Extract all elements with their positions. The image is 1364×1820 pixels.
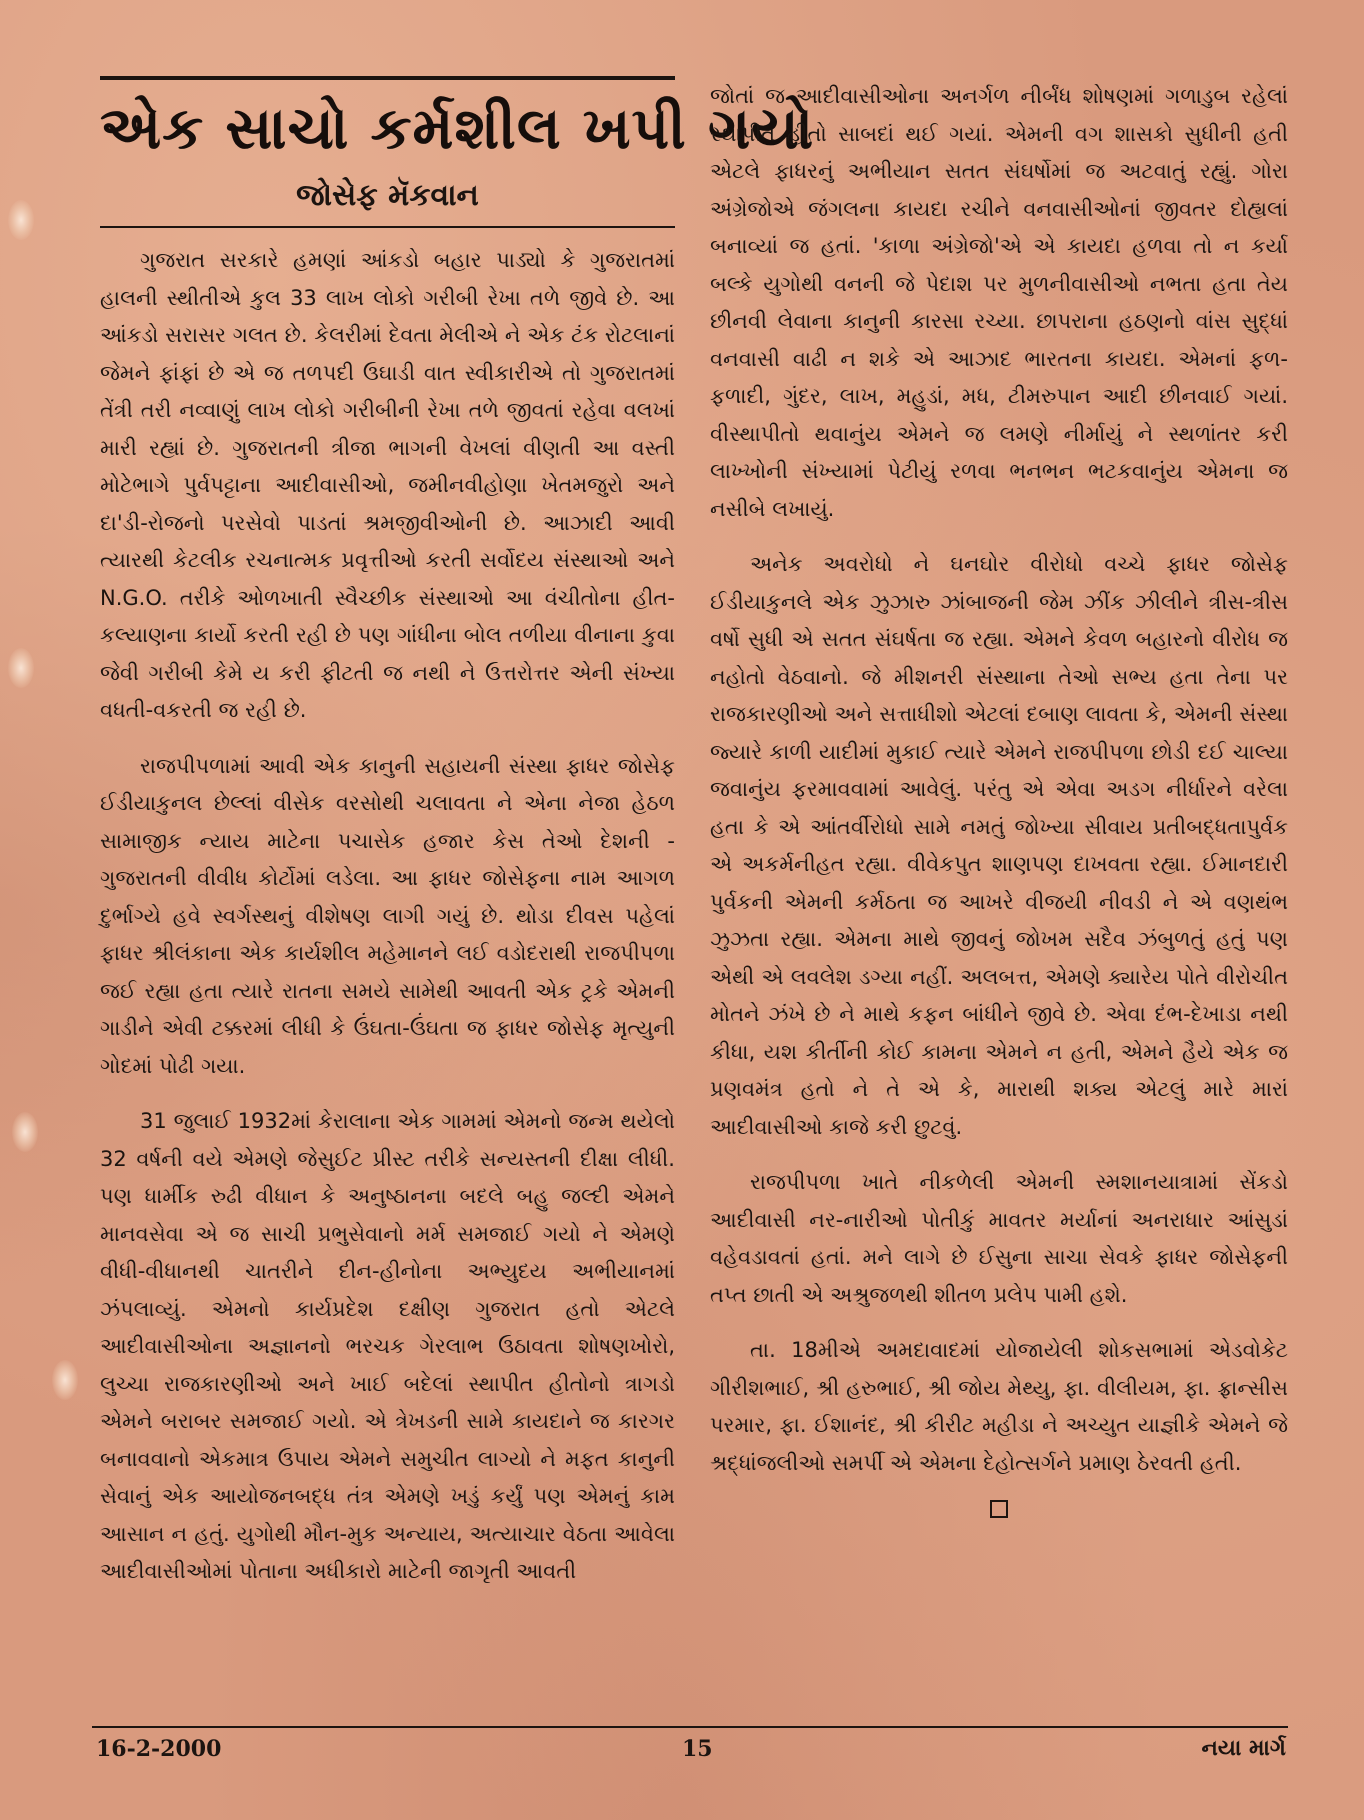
article-paragraph: ગુજરાત સરકારે હમણાં આંકડો બહાર પાડ્યો કે ગુજરાતમાં હાલની સ્થીતીએ કુલ 33 લાખ લોકો ગરીબી રેખા તળે જીવે છે. આ આંકડો સરાસર ગલત છે. કેલરીમાં દેવતા મેલીએ ને એક ટંક રોટલાનાં જેમને ફાંફાં છે એ જ તળપદી ઉઘાડી વાત સ્વીકારીએ તો ગુજરાતમાં તેંત્રી તરી નવ્વાણું લાખ લોકો ગરીબીની રેખા તળે જીવતાં રહેવા વલખાં મારી રહ્યાં છે. ગુજરાતની ત્રીજા ભાગની વેખલાં વીણતી આ વસ્તી મોટેભાગે પુર્વપટ્ટાના આદીવાસીઓ, જમીનવીહોણા ખેતમજુરો અને દા'ડી-રોજનો પરસેવો પાડતાં શ્રમજીવીઓની છે. આઝાદી આવી ત્યારથી કેટલીક રચનાત્મક પ્રવૃત્તીઓ કરતી સર્વોદય સંસ્થાઓ અને N.G.O. તરીકે ઓળખાતી સ્વૈચ્છીક સંસ્થાઓ આ વંચીતોના હીત-કલ્યાણના કાર્યો કરતી રહી છે પણ ગાંધીના બોલ તળીયા વીનાના કુવા જેવી ગરીબી કેમે ય કરી ફીટતી જ નથી ને ઉત્તરોત્તર એની સંખ્યા વધતી-વકરતી જ રહી છે. [100,248,675,722]
footer-date: 16-2-2000 [96,1736,222,1762]
magazine-name: નયા માર્ગ [1201,1736,1286,1761]
article-paragraph: તા. 18મીએ અમદાવાદમાં યોજાયેલી શોકસભામાં એડવોકેટ ગીરીશભાઈ, શ્રી હરુભાઈ, શ્રી જોય મેથ્યુ, ફા. વીલીયમ, ફા. ફ્રાન્સીસ પરમાર, ફા. ઈશાનંદ, શ્રી કીરીટ મહીડા ને અચ્યુત યાજ્ઞીકે એમને જે શ્રદ્ધાંજલીઓ સમર્પી એ એમના દેહોત્સર્ગને પ્રમાણ ઠેરવતી હતી. [710,1338,1288,1475]
title-top-rule [100,76,675,80]
footer-rule [92,1726,1288,1728]
article-paragraph: રાજપીપળામાં આવી એક કાનુની સહાયની સંસ્થા ફાધર જોસેફ ઈડીયાકુનલ છેલ્લાં વીસેક વરસોથી ચલાવતા ને એના નેજા હેઠળ સામાજીક ન્યાય માટેના પચાસેક હજાર કેસ તેઓ દેશની - ગુજરાતની વીવીધ કોર્ટોમાં લડેલા. આ ફાધર જોસેફના નામ આગળ દુર્ભાગ્યે હવે સ્વર્ગસ્થનું વીશેષણ લાગી ગયું છે. થોડા દીવસ પહેલાં ફાધર શ્રીલંકાના એક કાર્યશીલ મહેમાનને લઈ વડોદરાથી રાજપીપળા જઈ રહ્યા હતા ત્યારે રાતના સમયે સામેથી આવતી એક ટ્રકે એમની ગાડીને એવી ટક્કરમાં લીધી કે ઉંઘતા-ઉંઘતા જ ફાધર જોસેફ મૃત્યુની ગોદમાં પોઢી ગયા. [100,753,675,1078]
paper-hole [52,1360,78,1400]
end-of-article-mark [990,1500,1008,1518]
right-column [710,78,1288,1518]
article-title: એક સાચો કર્મશીલ ખપી ગયો [100,94,815,162]
article-author: જોસેફ મૅકવાન [296,178,479,213]
page-number: 15 [682,1736,713,1762]
article-paragraph: 31 જુલાઈ 1932માં કેરાલાના એક ગામમાં એમનો જન્મ થયેલો 32 વર્ષની વયે એમણે જેસુઈટ પ્રીસ્ટ તરીકે સન્યસ્તની દીક્ષા લીધી. પણ ધાર્મીક રુઢી વીધાન કે અનુષ્ઠાનના બદલે બહુ જલ્દી એમને માનવસેવા એ જ સાચી પ્રભુસેવાનો મર્મ સમજાઈ ગયો ને એમણે વીધી-વીધાનથી ચાતરીને દીન-હીનોના અભ્યુદય અભીયાનમાં ઝંપલાવ્યું. એમનો કાર્યપ્રદેશ દક્ષીણ ગુજરાત હતો એટલે આદીવાસીઓના અજ્ઞાનનો ભરચક ગેરલાભ ઉઠાવતા શોષણખોરો, લુચ્ચા રાજકારણીઓ અને ખાઈ બદેલાં સ્થાપીત હીતોનો ત્રાગડો એમને બરાબર સમજાઈ ગયો. એ ત્રેખડની સામે કાયદાને જ કારગર બનાવવાનો એકમાત્ર ઉપાય એમને સમુચીત લાગ્યો ને મફત કાનુની સેવાનું એક આયોજનબદ્ધ તંત્ર એમણે ખડું કર્યું પણ એમનું કામ આસાન ન હતું. યુગોથી મૌન-મુક અન્યાય, અત્યાચાર વેઠતા આવેલા આદીવાસીઓમાં પોતાના અધીકારો માટેની જાગૃતી આવતી [100,1109,675,1583]
article-paragraph: રાજપીપળા ખાતે નીકળેલી એમની સ્મશાનયાત્રામાં સેંકડો આદીવાસી નર-નારીઓ પોતીકું માવતર મર્યાનાં અનરાધાર આંસુડાં વહેવડાવતાં હતાં. મને લાગે છે ઈસુના સાચા સેવકે ફાધર જોસેફની તપ્ત છાતી એ અશ્રુજળથી શીતળ પ્રલેપ પામી હશે. [710,1170,1288,1307]
paper-hole [12,1112,38,1152]
paper-hole [8,200,34,240]
article-paragraph: જોતાં જ આદીવાસીઓના અનર્ગળ નીર્બંધ શોષણમાં ગળાડુબ રહેલાં સ્થાપીત હીતો સાબદાં થઈ ગયાં. એમની વગ શાસકો સુધીની હતી એટલે ફાધરનું અભીયાન સતત સંઘર્ષોમાં જ અટવાતું રહ્યું. ગોરા અંગ્રેજોએ જંગલના કાયદા રચીને વનવાસીઓનાં જીવતર દોહ્યલાં બનાવ્યાં જ હતાં. 'કાળા અંગ્રેજો'એ એ કાયદા હળવા તો ન કર્યા બલ્કે યુગોથી વનની જે પેદાશ પર મુળનીવાસીઓ નભતા હતા તેય છીનવી લેવાના કાનુની કારસા રચ્યા. છાપરાના હઠણનો વાંસ સુદ્ધાં વનવાસી વાઢી ન શકે એ આઝાદ ભારતના કાયદા. એમનાં ફળ-ફળાદી, ગુંદર, લાખ, મહુડાં, મધ, ટીમરુપાન આદી છીનવાઈ ગયાં. વીસ્થાપીતો થવાનુંય એમને જ લમણે નીર્માયું ને સ્થળાંતર કરી લાખ્ખોની સંખ્યામાં પેટીયું રળવા ભનભન ભટકવાનુંય એમના જ નસીબે લખાયું. [710,84,1288,521]
paper-hole [8,648,34,688]
author-rule [100,226,675,228]
article-paragraph: અનેક અવરોધો ને ઘનઘોર વીરોધો વચ્ચે ફાધર જોસેફ ઈડીયાકુનલે એક ઝુઝારુ ઝાંબાજની જેમ ઝીંક ઝીલીને ત્રીસ-ત્રીસ વર્ષો સુધી એ સતત સંઘર્ષતા જ રહ્યા. એમને કેવળ બહારનો વીરોધ જ નહોતો વેઠવાનો. જે મીશનરી સંસ્થાના તેઓ સભ્ય હતા તેના પર રાજકારણીઓ અને સત્તાધીશો એટલાં દબાણ લાવતા કે, એમની સંસ્થા જ્યારે કાળી યાદીમાં મુકાઈ ત્યારે એમને રાજપીપળા છોડી દઈ ચાલ્યા જવાનુંય ફરમાવવામાં આવેલું. પરંતુ એ એવા અડગ નીર્ધારને વરેલા હતા કે એ આંતર્વીરોધો સામે નમતું જોખ્યા સીવાય પ્રતીબદ્ધતાપુર્વક એ અકર્મનીહત રહ્યા. વીવેકપુત શાણપણ દાખવતા રહ્યા. ઈમાનદારી પુર્વકની એમની કર્મઠતા જ આખરે વીજયી નીવડી ને એ વણથંભ ઝુઝતા રહ્યા. એમના માથે જીવનું જોખમ સદૈવ ઝંબુળતું હતું પણ એથી એ લવલેશ ડગ્યા નહીં. અલબત્ત, એમણે ક્યારેય પોતે વીરોચીત મોતને ઝંખે છે ને માથે કફન બાંધીને જીવે છે. એવા દંભ-દેખાડા નથી કીધા, યશ કીર્તીની કોઈ કામના એમને ન હતી, એમને હૈયે એક જ પ્રણવમંત્ર હતો ને તે એ કે, મારાથી શક્ય એટલું મારે મારાં આદીવાસીઓ કાજે કરી છુટવું. [710,552,1288,1139]
left-column [100,70,815,1609]
